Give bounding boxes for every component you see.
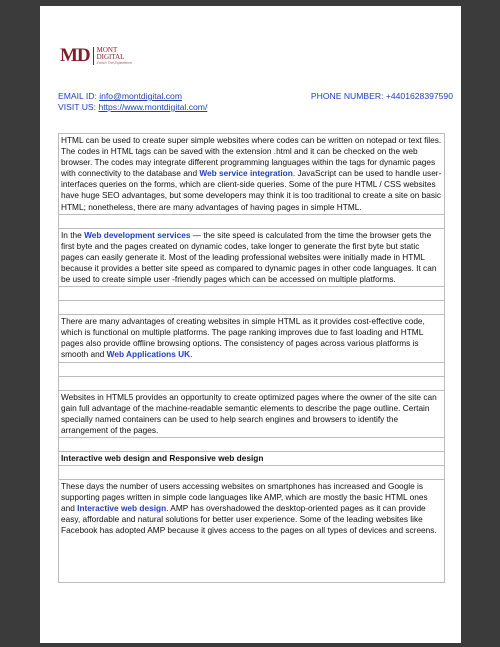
paragraph-2 [59,229,444,287]
logo-line-1: MONT [96,46,118,54]
paragraph-5 [59,480,444,537]
phone-line [311,91,453,102]
logo-divider [93,47,94,65]
logo-line-2: DIGITAL [96,53,125,61]
document-page [40,6,461,643]
email-label: EMAIL ID: [58,91,100,101]
paragraph-2-text-a: In the [61,229,85,240]
logo-tagline: Enrich The Experience [96,61,133,65]
spacer-row [59,363,444,377]
paragraph-3-text-b: . [190,349,193,360]
web-applications-uk-link[interactable]: Web Applications UK [106,349,191,360]
spacer-row [59,301,444,315]
paragraph-4: Websites in HTML5 provides an opportunity to create optimized pages where the owner of the site can gain full advantage of the machine-readable semantic elements to describe the page outline. Certain specially named containers can be used to help search engines and browsers to identify the arrangement of the pages. [59,391,444,438]
paragraph-5-text-a: These days the number of users accessing websites on smartphones has increased and Google is supporting pages written in simple code languages like AMP, which are mostly the basic HTML ones and [61,480,428,514]
paragraph-2-text-b: — the site speed is calculated from the time the browser gets the first byte and the pages created on dynamic codes, take longer to generate the first byte but static pages can easily generate it. Most of the leading professional websites were initially made in HTML because it provides a better site speed as compared to dynamic pages in other code languages. It can be used to create simple user -friendly pages which can be accessed on multiple platforms. [61,229,437,285]
section-heading: Interactive web design and Responsive web design [59,452,444,466]
logo-wordmark [97,47,132,65]
paragraph-3-text-a: There are many advantages of creating websites in simple HTML as it provides cost-effective code, which is functional on multiple platforms. The page ranking improves due to fast loading and HTML pages also provide offline browsing options. The consistency of pages across various platforms is smooth and [61,316,425,360]
visit-label: VISIT US: [58,102,99,112]
mont-digital-logo [58,28,134,84]
phone-label: PHONE NUMBER: [310,91,386,101]
spacer-row [59,215,444,229]
logo-mark: MD [59,45,90,66]
paragraph-1 [59,134,444,215]
email-link[interactable]: info@montdigital.com [99,91,182,101]
article-table [58,133,445,583]
paragraph-1-text-a: HTML can be used to create super simple websites where codes can be written on notepad or text files. The codes in HTML tags can be saved with the extension .html and it can be checked on the web browser. The codes may integrate different programming languages within the tags for dynamic pages with connectivity to the database and [61,135,442,179]
contact-info [58,91,453,113]
spacer-row [59,287,444,301]
interactive-web-design-link[interactable]: Interactive web design [77,503,167,514]
paragraph-5-text-b: . AMP has overshadowed the desktop-oriented pages as it can provide easy, affordable and natural solutions for better user experience. Some of the leading websites like Facebook has adopted AMP because it gives access to the pages on all types of devices and screens. [61,503,437,536]
spacer-row [59,438,444,452]
website-line [58,102,453,113]
email-line [58,91,182,102]
web-service-integration-link[interactable]: Web service integration [199,168,293,179]
spacer-row [59,377,444,391]
paragraph-1-text-b: . JavaScript can be used to handle user- interfaces queries on the forms, which are client-side queries. Some of the pure HTML / CSS websites have huge SEO advantages, but some developers may think it is too traditional to create a site on basic HTML; nonetheless, there are many advantages of having pages in simple HTML. [61,168,442,212]
paragraph-3 [59,315,444,362]
website-link[interactable]: https://www.montdigital.com/ [98,102,208,112]
web-development-services-link[interactable]: Web development services [84,229,191,240]
spacer-row [59,466,444,480]
phone-number: +4401628397590 [385,91,453,101]
